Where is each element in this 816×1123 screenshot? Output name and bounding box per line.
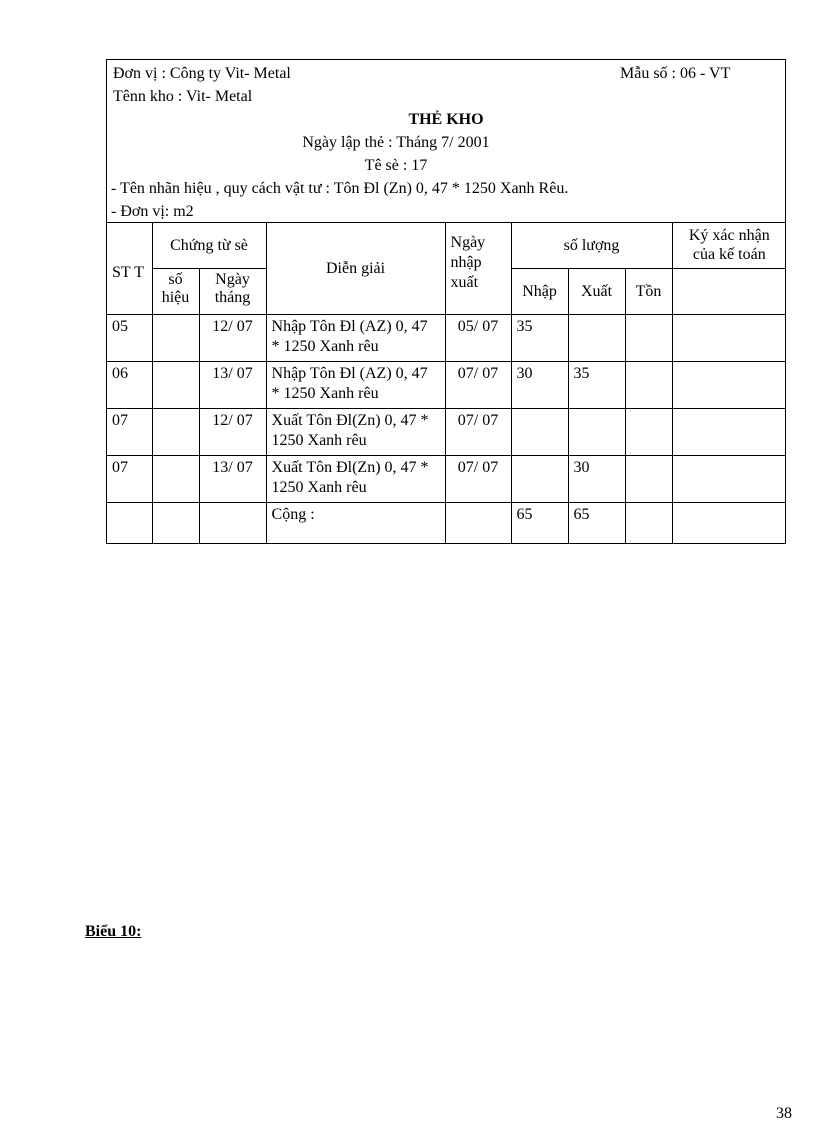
row-voucher-date: 12/ 07 xyxy=(199,409,266,456)
col-description: Diễn giải xyxy=(266,223,445,315)
figure-caption: Biểu 10: xyxy=(85,923,142,940)
row-voucher-date: 13/ 07 xyxy=(199,362,266,409)
row-inout-date: 07/ 07 xyxy=(445,362,511,409)
col-quantity: số lượng xyxy=(511,223,672,269)
form-number: Mẫu số : 06 - VT xyxy=(620,65,731,82)
row-stt: 06 xyxy=(107,362,152,409)
card-header xyxy=(107,60,785,222)
col-confirm-sub xyxy=(672,269,786,315)
row-confirm xyxy=(672,315,786,362)
row-description: Xuất Tôn Đl(Zn) 0, 47 * 1250 Xanh rêu xyxy=(266,456,445,503)
row-out: 30 xyxy=(568,456,625,503)
row-description: Xuất Tôn Đl(Zn) 0, 47 * 1250 Xanh rêu xyxy=(266,409,445,456)
row-stock xyxy=(625,456,672,503)
total-stt xyxy=(107,503,152,543)
row-voucher-no xyxy=(152,456,199,503)
store-label: Tênn kho : Vit- Metal xyxy=(113,88,253,105)
row-in: 35 xyxy=(511,315,568,362)
row-description: Nhập Tôn Đl (AZ) 0, 47 * 1250 Xanh rêu xyxy=(266,315,445,362)
row-in: 30 xyxy=(511,362,568,409)
total-out: 65 xyxy=(568,503,625,543)
row-voucher-no xyxy=(152,362,199,409)
total-row xyxy=(107,503,786,543)
row-inout-date: 07/ 07 xyxy=(445,456,511,503)
row-stock xyxy=(625,362,672,409)
table-row xyxy=(107,456,786,503)
table-row xyxy=(107,315,786,362)
row-voucher-date: 13/ 07 xyxy=(199,456,266,503)
row-stt: 07 xyxy=(107,409,152,456)
stock-table xyxy=(107,222,786,543)
col-confirm: Ký xác nhận của kế toán xyxy=(672,223,786,269)
total-stock xyxy=(625,503,672,543)
row-confirm xyxy=(672,409,786,456)
row-stt: 05 xyxy=(107,315,152,362)
row-description: Nhập Tôn Đl (AZ) 0, 47 * 1250 Xanh rêu xyxy=(266,362,445,409)
total-voucher-date xyxy=(199,503,266,543)
row-stock xyxy=(625,315,672,362)
row-inout-date: 05/ 07 xyxy=(445,315,511,362)
col-stt: ST T xyxy=(107,223,152,315)
col-voucher-no: số hiệu xyxy=(152,269,199,315)
row-voucher-no xyxy=(152,315,199,362)
total-confirm xyxy=(672,503,786,543)
row-in xyxy=(511,456,568,503)
card-date: Ngày lập thẻ : Tháng 7/ 2001 xyxy=(302,134,490,151)
row-stt: 07 xyxy=(107,456,152,503)
col-voucher: Chứng từ sè xyxy=(152,223,266,269)
row-voucher-date: 12/ 07 xyxy=(199,315,266,362)
unit-of-measure: - Đơn vị: m2 xyxy=(111,203,194,220)
row-stock xyxy=(625,409,672,456)
total-in: 65 xyxy=(511,503,568,543)
row-in xyxy=(511,409,568,456)
col-stock: Tồn xyxy=(625,269,672,315)
table-header-row xyxy=(107,223,786,269)
material-spec: - Tên nhãn hiệu , quy cách vật tư : Tôn Đl (Zn) 0, 47 * 1250 Xanh Rêu. xyxy=(111,180,569,197)
stock-card xyxy=(106,59,786,544)
page-number: 38 xyxy=(776,1105,792,1122)
table-row xyxy=(107,409,786,456)
card-title: THẺ KHO xyxy=(408,111,484,128)
total-label: Cộng : xyxy=(266,503,445,543)
row-out xyxy=(568,315,625,362)
col-in: Nhập xyxy=(511,269,568,315)
col-voucher-date: Ngày tháng xyxy=(199,269,266,315)
total-inout-date xyxy=(445,503,511,543)
table-row xyxy=(107,362,786,409)
row-voucher-no xyxy=(152,409,199,456)
row-confirm xyxy=(672,362,786,409)
row-out: 35 xyxy=(568,362,625,409)
unit-label: Đơn vị : Công ty Vit- Metal xyxy=(113,65,291,82)
sheet-number: Tê sè : 17 xyxy=(364,157,428,174)
col-out: Xuất xyxy=(568,269,625,315)
row-out xyxy=(568,409,625,456)
col-inout-date: Ngày nhập xuất xyxy=(445,223,511,315)
total-voucher-no xyxy=(152,503,199,543)
row-inout-date: 07/ 07 xyxy=(445,409,511,456)
row-confirm xyxy=(672,456,786,503)
